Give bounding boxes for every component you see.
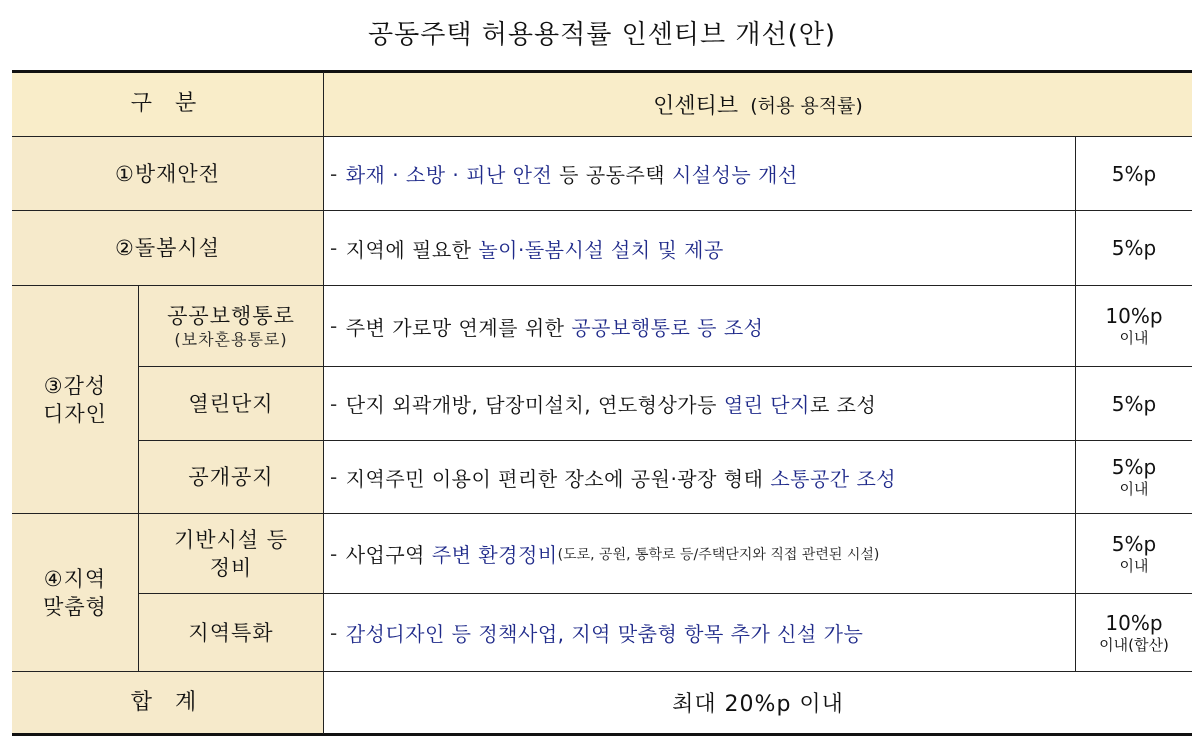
table-bottom-border bbox=[12, 733, 1192, 736]
page-title: 공동주택 허용용적률 인센티브 개선(안) bbox=[368, 20, 836, 50]
row-desc-infrastructure bbox=[324, 514, 1075, 593]
row-label-public-space: 공개공지 bbox=[188, 465, 274, 489]
total-label: 합 계 bbox=[130, 689, 205, 715]
desc-note: (도로, 공원, 통학로 등/주택단지와 직접 관련된 시설) bbox=[557, 546, 880, 563]
highlight-text: 놀이·돌봄시설 설치 및 제공 bbox=[478, 237, 724, 262]
row-label-regional-special: 지역특화 bbox=[188, 620, 274, 645]
row-pct-public-space bbox=[1076, 441, 1192, 513]
pct-unit: 이내 bbox=[1119, 329, 1149, 347]
row-desc-public-space bbox=[324, 441, 1075, 513]
bullet-dash: - bbox=[330, 314, 338, 338]
desc-text: 단지 외곽개방, 담장미설치, 연도형상가등 bbox=[345, 393, 724, 417]
group-label-line: ④지역 bbox=[43, 566, 107, 591]
pct-value: 5%p bbox=[1111, 161, 1157, 186]
row-label-open-complex: 열린단지 bbox=[188, 391, 274, 416]
group-label-line: 맞춤형 bbox=[43, 594, 107, 619]
bullet-dash: - bbox=[330, 541, 338, 566]
row-label-text: 정비 bbox=[209, 555, 253, 580]
pct-unit: 이내 bbox=[1119, 480, 1149, 498]
pct-value: 5%p bbox=[1111, 455, 1157, 479]
group-label-line: ③감성 bbox=[43, 373, 107, 398]
row-desc-care-facility bbox=[324, 211, 1075, 285]
row-pct-infrastructure bbox=[1076, 514, 1192, 593]
group-label-line: 디자인 bbox=[43, 401, 107, 426]
pct-value: 10%p bbox=[1105, 304, 1163, 328]
highlight-text: 열린 단지 bbox=[723, 393, 810, 417]
bullet-dash: - bbox=[330, 465, 338, 489]
pct-unit: 이내 bbox=[1119, 556, 1149, 575]
row-label-infrastructure bbox=[139, 514, 323, 593]
row-label-pedestrian-path bbox=[139, 286, 323, 366]
group-label-regional-custom bbox=[12, 514, 138, 671]
desc-text: 지역에 필요한 bbox=[345, 237, 479, 262]
header-category: 구 분 bbox=[130, 91, 205, 116]
row-pct-disaster-safety bbox=[1076, 137, 1192, 210]
row-pct-open-complex bbox=[1076, 367, 1192, 440]
row-pct-pedestrian-path bbox=[1076, 286, 1192, 366]
header-incentive-paren: (허용 용적률) bbox=[750, 94, 863, 117]
pct-unit: 이내(합산) bbox=[1099, 635, 1169, 654]
bullet-dash: - bbox=[330, 161, 338, 186]
desc-text: 지역주민 이용이 편리한 장소에 공원·광장 형태 bbox=[345, 466, 771, 491]
group-label-emotional-design bbox=[12, 286, 138, 513]
highlight-text: 시설성능 개선 bbox=[671, 163, 798, 187]
pct-value: 5%p bbox=[1111, 531, 1157, 556]
row-desc-open-complex bbox=[324, 367, 1075, 440]
pct-value: 5%p bbox=[1111, 391, 1157, 416]
pct-value: 5%p bbox=[1111, 236, 1157, 260]
bullet-dash: - bbox=[330, 236, 338, 260]
desc-text: 주변 가로망 연계를 위한 bbox=[345, 315, 572, 340]
highlight-text: 소통공간 조성 bbox=[770, 466, 897, 491]
row-sublabel-text: (보차혼용통로) bbox=[174, 330, 288, 349]
pct-value: 10%p bbox=[1105, 610, 1163, 635]
highlight-text: 주변 환경정비 bbox=[431, 543, 558, 567]
row-desc-pedestrian-path bbox=[324, 286, 1075, 366]
desc-text: 등 공동주택 bbox=[552, 163, 672, 187]
highlight-text: 감성디자인 등 정책사업, 지역 맞춤형 항목 추가 신설 가능 bbox=[345, 622, 864, 646]
row-label-care-facility: ②돌봄시설 bbox=[115, 236, 220, 260]
row-pct-regional-special bbox=[1076, 594, 1192, 671]
header-incentive bbox=[324, 72, 1192, 136]
row-label-text: 기반시설 등 bbox=[173, 527, 289, 552]
desc-text: 사업구역 bbox=[345, 543, 432, 567]
row-label-text: 공공보행통로 bbox=[167, 304, 295, 328]
desc-text: 로 조성 bbox=[809, 393, 877, 417]
total-value: 최대 20%p 이내 bbox=[672, 692, 844, 717]
row-desc-regional-special bbox=[324, 594, 1075, 671]
row-label-disaster-safety: ①방재안전 bbox=[115, 161, 220, 186]
highlight-text: 화재 · 소방 · 피난 안전 bbox=[345, 163, 553, 187]
row-pct-care-facility bbox=[1076, 211, 1192, 285]
row-desc-disaster-safety bbox=[324, 137, 1075, 210]
bullet-dash: - bbox=[330, 620, 338, 645]
header-incentive-main: 인센티브 bbox=[653, 93, 739, 119]
highlight-text: 공공보행통로 등 조성 bbox=[571, 315, 764, 340]
bullet-dash: - bbox=[330, 391, 338, 416]
